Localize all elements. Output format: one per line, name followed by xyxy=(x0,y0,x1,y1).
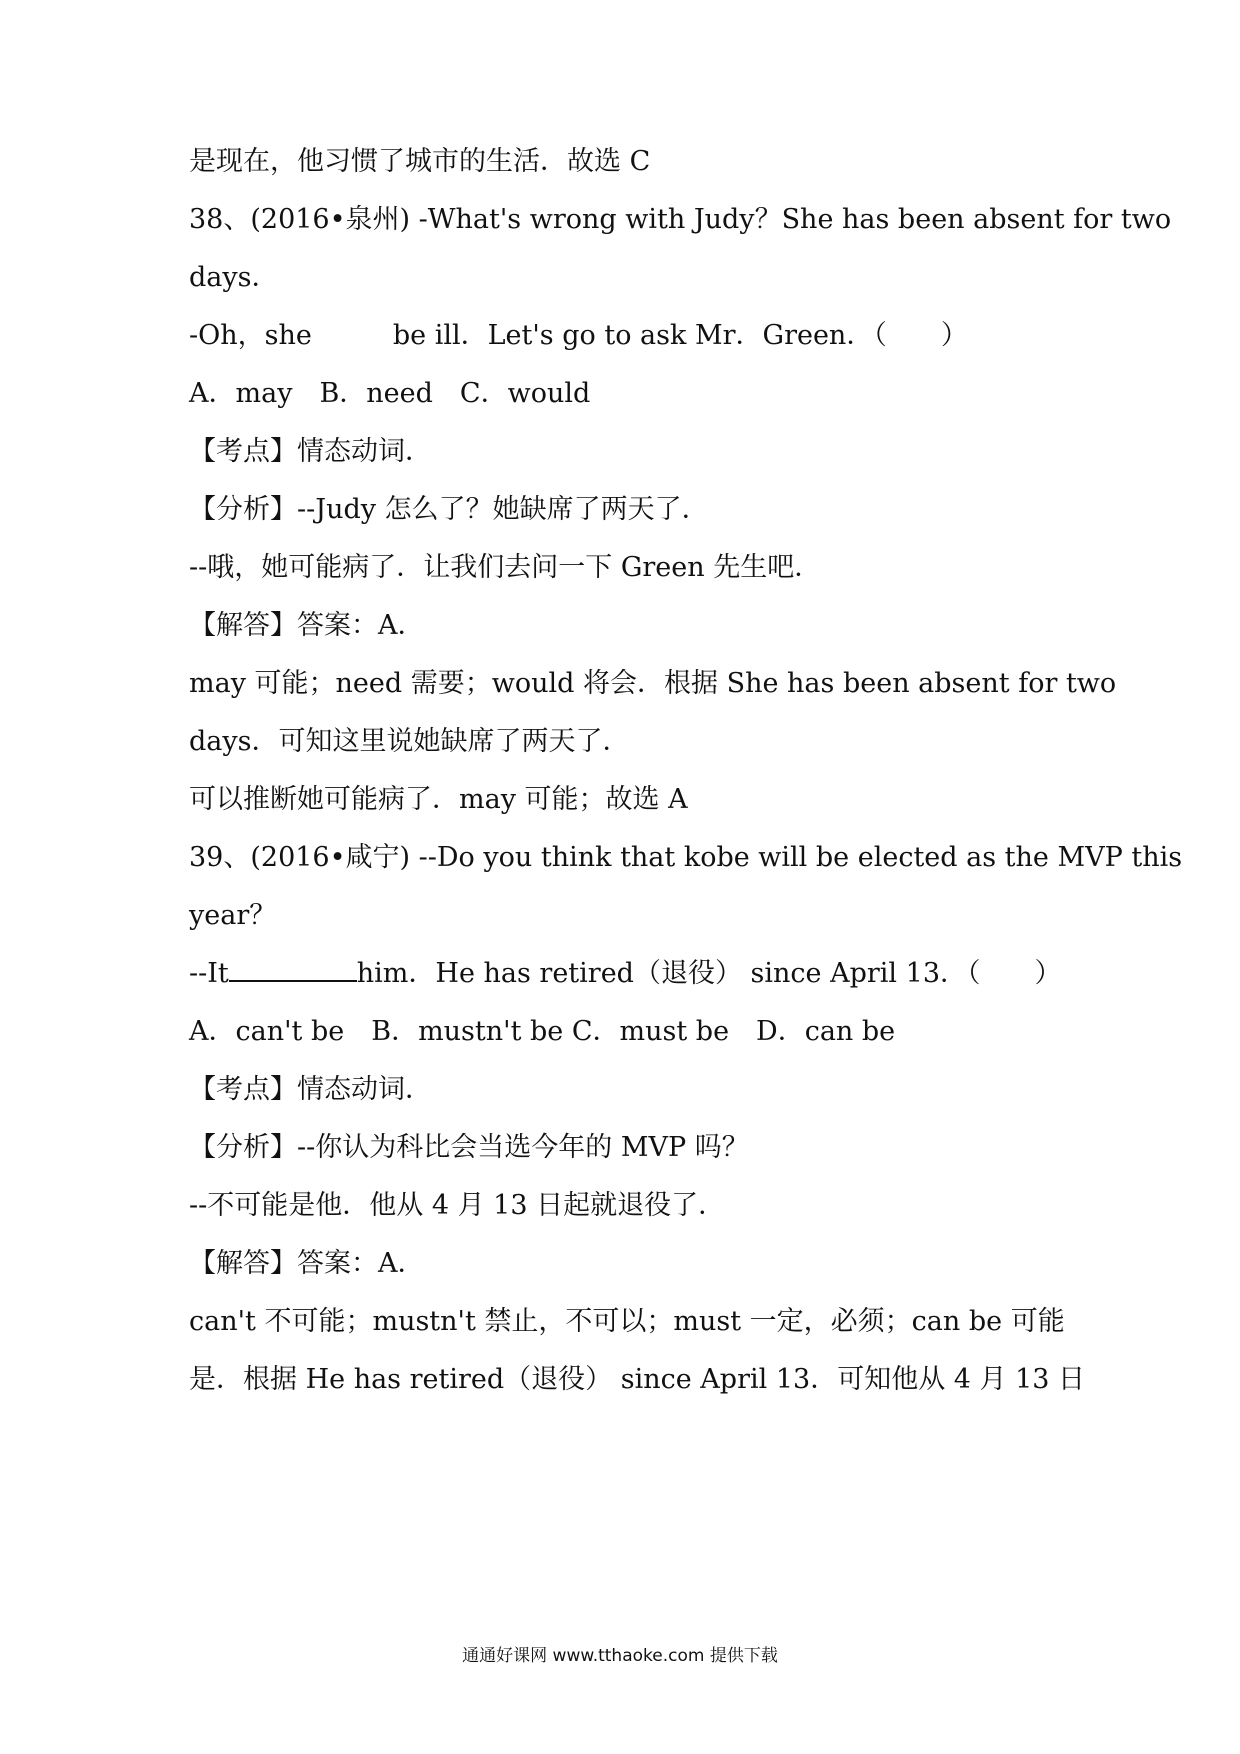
question-38-options: A．may B．need C．would xyxy=(189,378,591,409)
page-footer: 通通好课网 www.tthaoke.com 提供下载 xyxy=(462,1646,778,1666)
text-line: can't 不可能；mustn't 禁止，不可以；must 一定，必须；can be 可能 xyxy=(189,1306,1065,1337)
text-line: --哦，她可能病了．让我们去问一下 Green 先生吧． xyxy=(189,552,822,583)
answer-line-prefix: --It xyxy=(189,958,229,989)
fill-in-blank xyxy=(229,954,357,982)
solution: 【解答】答案：A． xyxy=(189,610,425,641)
text-line: 可以推断她可能病了．may 可能；故选 A xyxy=(189,784,688,815)
analysis: 【分析】--你认为科比会当选今年的 MVP 吗？ xyxy=(189,1132,749,1163)
text-line: days．可知这里说她缺席了两天了． xyxy=(189,726,630,757)
question-38-answer-line: -Oh，she be ill．Let's go to ask Mr．Green．（ ） xyxy=(189,320,968,351)
question-39-answer-line xyxy=(189,954,1069,994)
question-39-options: A．can't be B．mustn't be C．must be D．can be xyxy=(189,1016,896,1047)
text-line: year？ xyxy=(189,900,277,931)
question-38-stem: 38、(2016•泉州) -What's wrong with Judy？She has been absent for two xyxy=(189,204,1172,235)
text-line: 是．根据 He has retired（退役） since April 13．可知他从 4 月 13 日 xyxy=(189,1364,1086,1395)
text-line: --不可能是他．他从 4 月 13 日起就退役了． xyxy=(189,1190,726,1221)
text-line: may 可能；need 需要；would 将会．根据 She has been absent for two xyxy=(189,668,1117,699)
solution: 【解答】答案：A． xyxy=(189,1248,425,1279)
text-line: days． xyxy=(189,262,279,293)
analysis: 【分析】--Judy 怎么了？她缺席了两天了． xyxy=(189,494,709,525)
key-point: 【考点】情态动词． xyxy=(189,1074,432,1105)
question-39-stem: 39、(2016•咸宁) --Do you think that kobe will be elected as the MVP this xyxy=(189,842,1183,873)
answer-line-suffix: him．He has retired（退役） since April 13．（ ） xyxy=(356,958,1062,989)
text-line: 是现在，他习惯了城市的生活．故选 C xyxy=(189,146,651,177)
key-point: 【考点】情态动词． xyxy=(189,436,432,467)
